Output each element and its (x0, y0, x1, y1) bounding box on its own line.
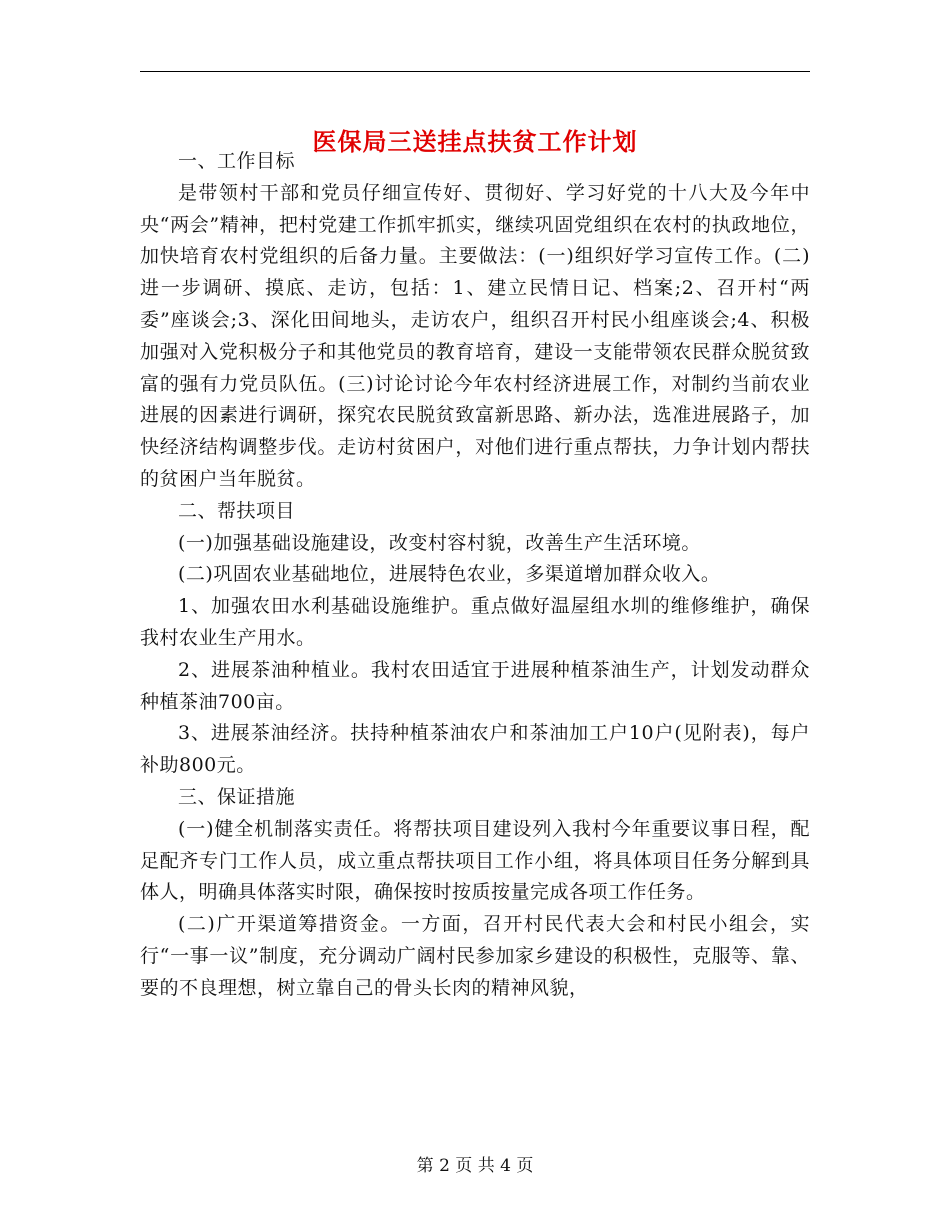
paragraph: (二)巩固农业基础地位，进展特色农业，多渠道增加群众收入。 (178, 563, 721, 586)
paragraph: (二)广开渠道筹措资金。一方面，召开村民代表大会和村民小组会，实行“一事一议”制度，充分调动广阔村民参加家乡建设的积极性，克服等、靠、要的不良理想，树立靠自己的骨头长肉的精神风貌， (140, 913, 810, 999)
document-body (140, 146, 810, 1005)
paragraph: (一)加强基础设施建设，改变村容村貌，改善生产生活环境。 (178, 531, 701, 554)
page-number: 第 2 页 共 4 页 (416, 1156, 534, 1176)
section-heading: 一、工作目标 (178, 150, 296, 172)
paragraph: 是带领村干部和党员仔细宣传好、贯彻好、学习好党的十八大及今年中央“两会”精神，把村党建工作抓牢抓实，继续巩固党组织在农村的执政地位，加快培育农村党组织的后备力量。主要做法：(一)组织好学习宣传工作。(二)进一步调研、摸底、走访，包括：1、建立民情日记、档案;2、召开村“两委”座谈会;3、深化田间地头，走访农户，组织召开村民小组座谈会;4、积极加强对入党积极分子和其他党员的教育培育，建设一支能带领农民群众脱贫致富的强有力党员队伍。(三)讨论讨论今年农村经济进展工作，对制约当前农业进展的因素进行调研，探究农民脱贫致富新思路、新办法，选准进展路子，加快经济结构调整步伐。走访村贫困户，对他们进行重点帮扶，力争计划内帮扶的贫困户当年脱贫。 (140, 181, 810, 490)
paragraph: 2、进展茶油种植业。我村农田适宜于进展种植茶油生产，计划发动群众种植茶油700亩。 (140, 658, 810, 713)
paragraph: 1、加强农田水利基础设施维护。重点做好温屋组水圳的维修维护，确保我村农业生产用水。 (140, 595, 810, 649)
paragraph: (一)健全机制落实责任。将帮扶项目建设列入我村今年重要议事日程，配足配齐专门工作人员，成立重点帮扶项目工作小组，将具体项目任务分解到具体人，明确具体落实时限，确保按时按质按量完成各项工作任务。 (140, 817, 810, 904)
document-title: 医保局三送挂点扶贫工作计划 (312, 127, 638, 157)
section-heading: 三、保证措施 (178, 785, 296, 808)
paragraph: 3、进展茶油经济。扶持种植茶油农户和茶油加工户10户(见附表)，每户补助800元。 (140, 722, 810, 777)
section-heading: 二、帮扶项目 (178, 499, 296, 522)
header-rule (140, 71, 810, 72)
